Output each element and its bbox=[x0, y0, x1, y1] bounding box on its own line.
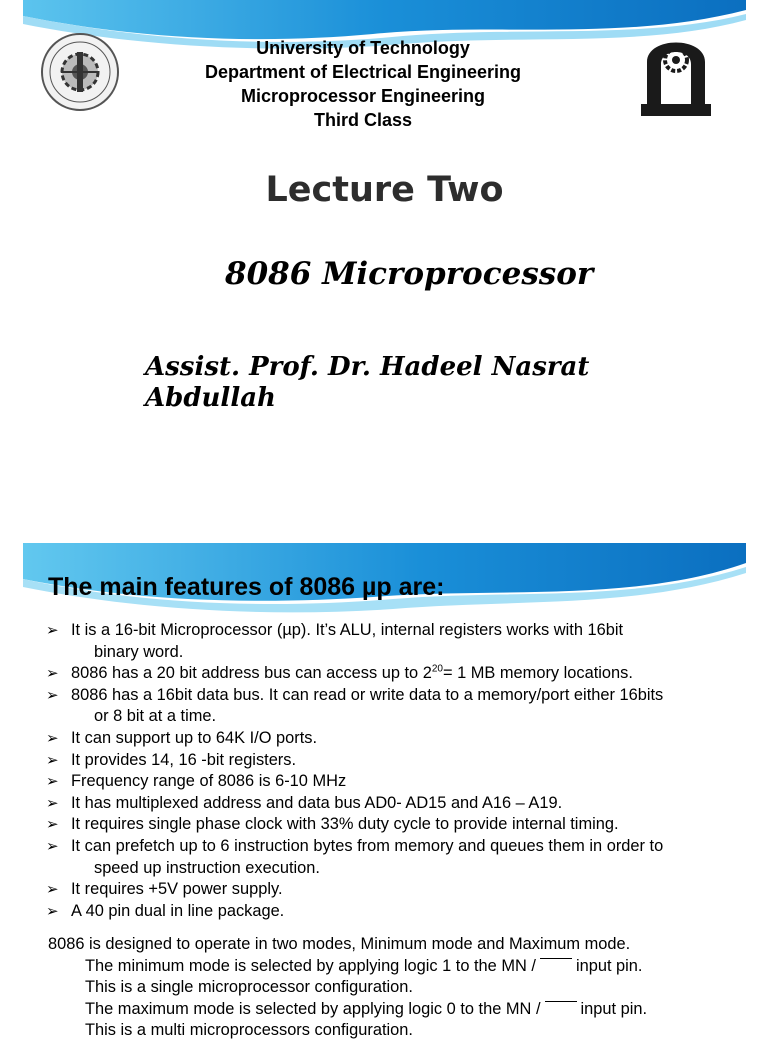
arrow-bullet-icon: ➢ bbox=[46, 751, 59, 769]
list-item: ➢ It has multiplexed address and data bus AD0- AD15 and A16 – A19. bbox=[23, 793, 746, 815]
max-mode-desc: This is a multi microprocessors configuration. bbox=[85, 1021, 413, 1040]
arrow-bullet-icon: ➢ bbox=[46, 665, 59, 683]
list-item: ➢ Frequency range of 8086 is 6-10 MHz bbox=[23, 771, 746, 793]
arrow-bullet-icon: ➢ bbox=[46, 729, 59, 747]
arrow-bullet-icon: ➢ bbox=[46, 794, 59, 812]
min-mode-line: The minimum mode is selected by applying logic 1 to the MN / input pin. bbox=[85, 956, 643, 975]
list-item: ➢ It provides 14, 16 -bit registers. bbox=[23, 750, 746, 772]
list-item: ➢ It can prefetch up to 6 instruction bytes from memory and queues them in order to speed up instruction execution. bbox=[46, 836, 664, 877]
list-item: ➢ It requires +5V power supply. bbox=[23, 879, 746, 901]
list-item: ➢ 8086 has a 16bit data bus. It can read or write data to a memory/port either 16bits or 8 bit at a time. bbox=[46, 685, 664, 726]
features-heading: The main features of 8086 µp are: bbox=[48, 573, 445, 601]
arrow-bullet-icon: ➢ bbox=[46, 881, 59, 899]
feature-list bbox=[23, 620, 746, 922]
department-name: Department of Electrical Engineering bbox=[204, 62, 522, 82]
modes-intro: 8086 is designed to operate in two modes, Minimum mode and Maximum mode. bbox=[48, 935, 631, 953]
author-line-1: Assist. Prof. Dr. Hadeel Nasrat bbox=[145, 352, 590, 382]
list-item: ➢ It is a 16-bit Microprocessor (µp). It’s ALU, internal registers works with 16bit binary word. bbox=[46, 621, 624, 661]
arrow-bullet-icon: ➢ bbox=[46, 773, 59, 791]
operating-modes bbox=[48, 934, 748, 1042]
features-slide bbox=[23, 543, 746, 1040]
university-header bbox=[23, 36, 703, 132]
university-name: University of Technology bbox=[256, 38, 470, 58]
mx-overbar bbox=[540, 958, 572, 959]
arrow-bullet-icon: ➢ bbox=[46, 837, 59, 855]
list-item: ➢ It requires single phase clock with 33% duty cycle to provide internal timing. bbox=[23, 814, 746, 836]
mx-overbar bbox=[545, 1001, 577, 1002]
course-name: Microprocessor Engineering bbox=[240, 86, 486, 106]
max-mode-line: The maximum mode is selected by applying logic 0 to the MN / input pin. bbox=[85, 999, 648, 1018]
arrow-bullet-icon: ➢ bbox=[46, 902, 59, 920]
arrow-bullet-icon: ➢ bbox=[46, 622, 59, 639]
author-line-2: Abdullah bbox=[145, 383, 276, 413]
title-slide bbox=[23, 0, 746, 520]
class-name: Third Class bbox=[313, 110, 413, 130]
topic-title: 8086 Microprocessor bbox=[225, 256, 594, 292]
list-item: ➢ A 40 pin dual in line package. bbox=[23, 901, 746, 923]
arrow-bullet-icon: ➢ bbox=[46, 816, 59, 834]
min-mode-desc: This is a single microprocessor configuration. bbox=[85, 978, 413, 997]
list-item: ➢ It can support up to 64K I/O ports. bbox=[23, 728, 746, 750]
author-name bbox=[145, 352, 705, 414]
lecture-title: Lecture Two bbox=[265, 170, 504, 210]
list-item: ➢ 8086 has a 20 bit address bus can access up to $2^{20}= 1$ MB memory locations. bbox=[23, 663, 746, 685]
arrow-bullet-icon: ➢ bbox=[46, 686, 59, 704]
